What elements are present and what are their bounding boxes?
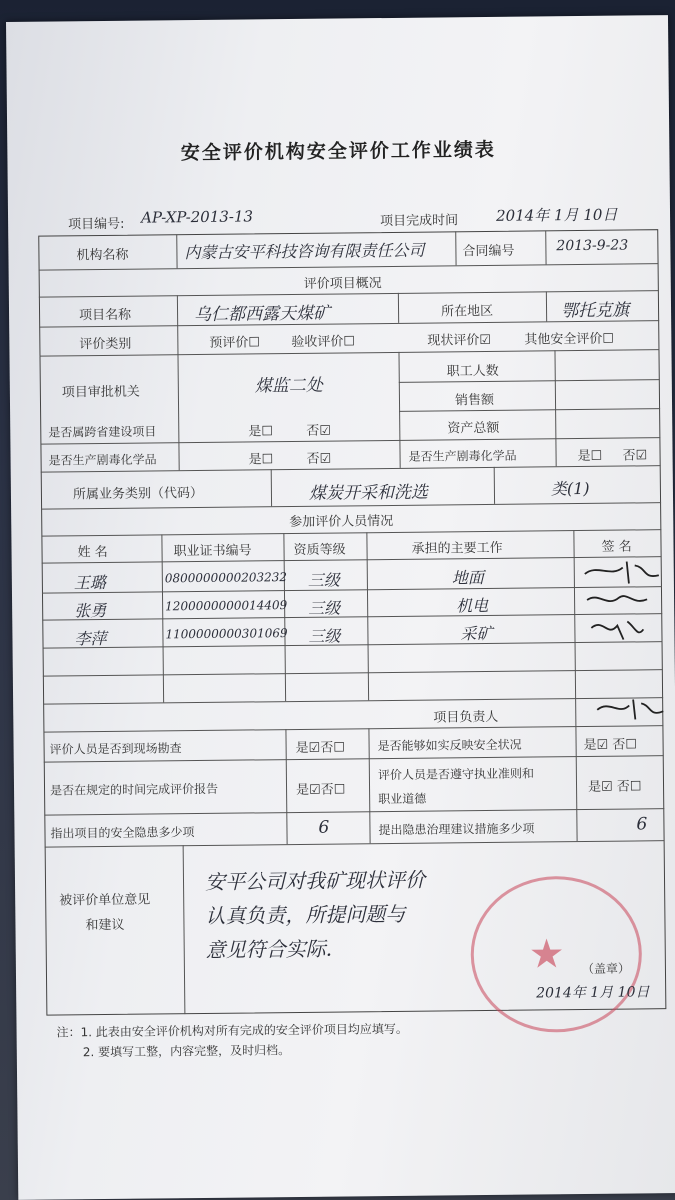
onsite-value[interactable]: 是☑否☐ — [295, 740, 346, 757]
approval-label: 项目审批机关 — [61, 384, 140, 401]
leader-signature — [593, 695, 668, 726]
staff-level-1: 三级 — [308, 598, 341, 618]
other-eval-option[interactable]: 其他安全评价☐ — [524, 331, 615, 348]
toxic-label-right: 是否生产剧毒化学品 — [408, 448, 517, 464]
ethics-value[interactable]: 是☑ 否☐ — [587, 779, 642, 795]
region-label: 所在地区 — [440, 303, 494, 320]
biz-code-value: 类(1) — [550, 478, 590, 499]
staff-header-cert: 职业证书编号 — [173, 543, 252, 560]
staff-header-sign: 签 名 — [601, 539, 632, 555]
staff-header-name: 姓 名 — [77, 544, 108, 561]
staff-header-level: 资质等级 — [293, 542, 346, 559]
measures-value: 6 — [636, 814, 648, 835]
seal-star-icon: ★ — [528, 931, 565, 978]
staff-name-0: 王璐 — [73, 572, 106, 593]
reflect-value[interactable]: 是☑ 否☐ — [583, 737, 638, 753]
org-name-label: 机构名称 — [76, 247, 129, 264]
toxic-left-no[interactable]: 否☑ — [306, 451, 332, 467]
document-title: 安全评价机构安全评价工作业绩表 — [180, 138, 496, 165]
ethics-label-line2: 职业道德 — [378, 791, 427, 807]
staff-work-2: 采矿 — [460, 623, 493, 644]
project-name-label: 项目名称 — [79, 307, 132, 324]
hazards-value: 6 — [318, 817, 330, 838]
toxic-label-left: 是否生产剧毒化学品 — [48, 452, 157, 468]
contract-value: 2013-9-23 — [556, 237, 629, 255]
leader-label: 项目负责人 — [433, 709, 499, 726]
approval-value: 煤监二处 — [254, 375, 323, 397]
section-project-overview: 评价项目概况 — [303, 276, 382, 292]
ontime-label: 是否在规定的时间完成评价报告 — [49, 781, 219, 798]
contract-label: 合同编号 — [462, 243, 515, 260]
opinion-date: 2014年 1月 10日 — [536, 984, 650, 1002]
staff-signatures — [577, 555, 668, 650]
note-2: 2. 要填写工整，内容完整，及时归档。 — [82, 1043, 291, 1060]
eval-type-label: 评价类别 — [79, 336, 132, 353]
completion-label: 项目完成时间 — [380, 213, 459, 230]
staff-level-2: 三级 — [308, 626, 341, 646]
staff-level-0: 三级 — [307, 570, 340, 590]
opinion-text-line1: 安平公司对我矿现状评价 — [204, 867, 426, 894]
section-staff: 参加评价人员情况 — [289, 513, 394, 531]
staff-cert-0: 0800000000203232 — [164, 570, 288, 586]
staff-cert-1: 1200000000014409 — [165, 598, 288, 614]
cross-yes-option[interactable]: 是☐ — [248, 424, 274, 440]
region-value: 鄂托克旗 — [560, 300, 630, 322]
reflect-label: 是否能够如实反映安全状况 — [377, 737, 522, 754]
biz-type-value: 煤炭开采和洗选 — [308, 482, 429, 504]
opinion-text-line3: 意见符合实际. — [205, 936, 333, 962]
opinion-label-line2: 和建议 — [85, 917, 125, 934]
assets-label: 资产总额 — [447, 420, 500, 437]
toxic-right-no[interactable]: 否☑ — [622, 448, 648, 464]
biz-type-label: 所属业务类别（代码） — [72, 485, 204, 503]
project-no-label: 项目编号: — [68, 216, 125, 233]
status-eval-option[interactable]: 现状评价☑ — [427, 332, 492, 349]
toxic-left-yes[interactable]: 是☐ — [248, 452, 274, 468]
project-no-value: AP-XP-2013-13 — [140, 207, 254, 227]
cross-no-option[interactable]: 否☑ — [306, 423, 332, 439]
opinion-label-line1: 被评价单位意见 — [59, 892, 151, 909]
onsite-label: 评价人员是否到现场勘查 — [49, 741, 182, 757]
staff-name-1: 张勇 — [74, 600, 107, 621]
project-name-value: 乌仁都西露天煤矿 — [193, 303, 331, 326]
measures-label: 提出隐患治理建议措施多少项 — [378, 821, 535, 838]
org-name-value: 内蒙古安平科技咨询有限责任公司 — [184, 240, 425, 263]
staff-count-label: 职工人数 — [446, 363, 499, 380]
staff-work-0: 地面 — [451, 568, 484, 588]
completion-value: 2014年 1月 10日 — [495, 205, 618, 225]
pre-eval-option[interactable]: 预评价☐ — [209, 335, 261, 351]
toxic-right-yes[interactable]: 是☐ — [577, 448, 603, 465]
sales-label: 销售额 — [454, 392, 495, 409]
staff-cert-2: 1100000000301069 — [165, 626, 288, 642]
opinion-text-line2: 认真负责，所提问题与 — [205, 901, 406, 928]
note-1: 注：1. 此表由安全评价机构对所有完成的安全评价项目均应填写。 — [56, 1021, 408, 1040]
staff-header-work: 承担的主要工作 — [411, 540, 503, 557]
staff-work-1: 机电 — [456, 595, 489, 616]
cross-province-label: 是否属跨省建设项目 — [48, 424, 157, 440]
staff-name-2: 李萍 — [74, 628, 107, 649]
ontime-value[interactable]: 是☑否☐ — [295, 782, 346, 799]
accept-eval-option[interactable]: 验收评价☐ — [291, 334, 356, 351]
stamp-label: （盖章） — [581, 961, 631, 977]
hazards-label: 指出项目的安全隐患多少项 — [50, 825, 195, 841]
ethics-label-line1: 评价人员是否遵守执业准则和 — [377, 766, 534, 783]
document-page — [6, 15, 675, 1200]
